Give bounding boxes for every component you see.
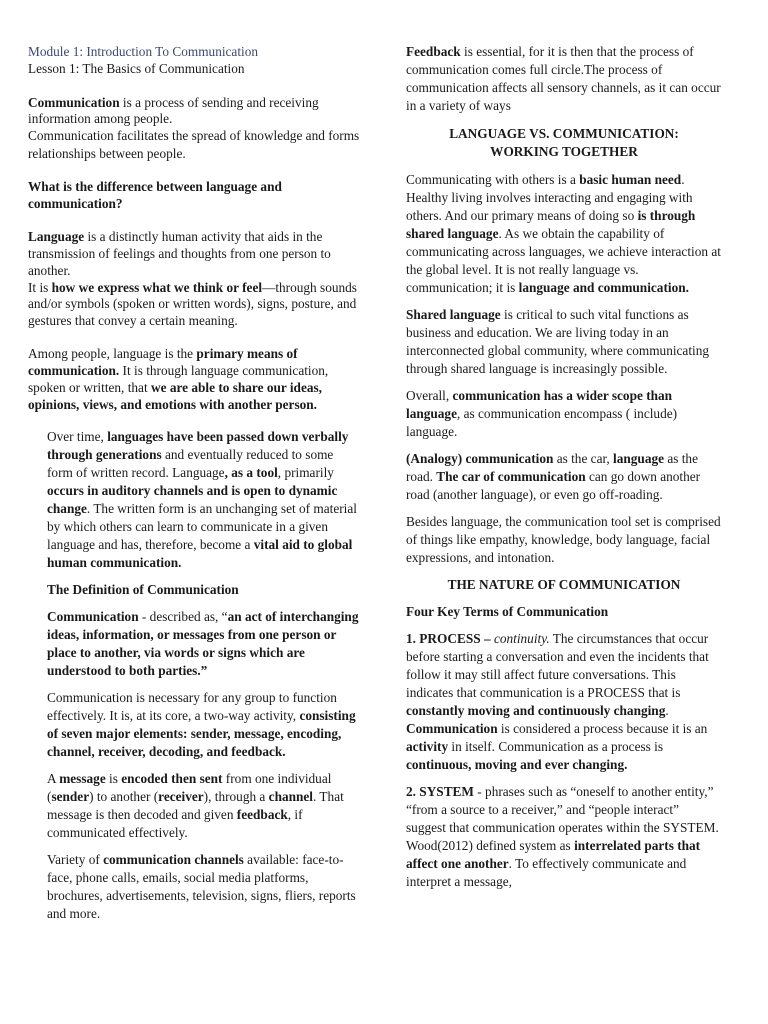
- system-paragraph: 2. SYSTEM - phrases such as “oneself to another entity,” “from a source to a receiver,” and “people interact” suggest that communication operates within the SYSTEM. Wood(2012) defined system as interrelated parts that affect one another. To effectively communicate and interpret a message,: [406, 784, 719, 889]
- left-column: [47, 428, 359, 923]
- comm-definition-line1: Communication is a process of sending and receiving: [28, 95, 319, 110]
- language-definition-line1: Language is a distinctly human activity that aids in the: [28, 229, 323, 244]
- module-title: Module 1: Introduction To Communication: [28, 44, 259, 59]
- question-heading-line1: What is the difference between language and: [28, 179, 282, 194]
- over-time-paragraph: Over time, languages have been passed down verbally through generations and eventually reduced to some form of written record. Language, as a tool, primarily occurs in auditory channels and is open to dynamic change. The written form is an unchanging set of material by which others can learn to communicate in a given language and has, therefore, become a vital aid to global human communication.: [47, 429, 357, 570]
- express-line3: gestures that convey a certain meaning.: [28, 313, 238, 328]
- lesson-title: Lesson 1: The Basics of Communication: [28, 61, 245, 76]
- among-line2: communication. It is through language communication,: [28, 363, 329, 378]
- channels-paragraph: Variety of communication channels available: face-to-face, phone calls, emails, social media platforms, brochures, advertisements, television, signs, fliers, reports and more.: [47, 852, 356, 921]
- express-line1: It is how we express what we think or feel—through sounds: [28, 280, 357, 295]
- facilitates-line1: Communication facilitates the spread of knowledge and forms: [28, 128, 360, 143]
- definition-paragraph: Communication - described as, “an act of interchanging ideas, information, or messages from one person or place to another, via words or signs which are understood to both parties.”: [47, 609, 359, 678]
- analogy-paragraph: (Analogy) communication as the car, language as the road. The car of communication can go down another road (another language), or even go off-roading.: [406, 451, 701, 502]
- among-line3: spoken or written, that we are able to share our ideas,: [28, 380, 322, 395]
- message-paragraph: A message is encoded then sent from one individual (sender) to another (receiver), through a channel. That message is then decoded and given feedback, if communicated effectively.: [47, 771, 344, 840]
- among-line1: Among people, language is the primary means of: [28, 346, 298, 361]
- shared-language-paragraph: Shared language is critical to such vital functions as business and education. We are living today in an interconnected global community, where communicating through shared language is increasingly possible.: [406, 307, 710, 376]
- among-line4: opinions, views, and emotions with another person.: [28, 397, 318, 412]
- language-definition-line2: transmission of feelings and thoughts from one person to: [28, 246, 331, 261]
- facilitates-line2: relationships between people.: [28, 146, 186, 161]
- language-vs-communication-heading: LANGUAGE VS. COMMUNICATION: WORKING TOGETHER: [449, 126, 679, 159]
- express-line2: and/or symbols (spoken or written words), signs, posture, and: [28, 296, 357, 311]
- besides-paragraph: Besides language, the communication tool set is comprised of things like empathy, knowledge, body language, facial expressions, and intonation.: [406, 514, 721, 565]
- overall-paragraph: Overall, communication has a wider scope than language, as communication encompass ( include) language.: [406, 388, 678, 439]
- four-key-terms-heading: Four Key Terms of Communication: [406, 604, 609, 619]
- right-column: [406, 43, 722, 891]
- basic-need-paragraph: Communicating with others is a basic human need. Healthy living involves interacting and engaging with others. And our primary means of doing so is through shared language. As we obtain the capability of communicating across languages, we achieve interaction at the global level. It is not really language vs. communication; it is language and communication.: [406, 172, 721, 295]
- process-paragraph: 1. PROCESS – continuity. The circumstances that occur before starting a conversation and even the incidents that follow it may still affect future conversations. This indicates that communication is a PROCESS that is constantly moving and continuously changing. Communication is considered a process because it is an activity in itself. Communication as a process is continuous, moving and ever changing.: [406, 631, 709, 772]
- question-heading-line2: communication?: [28, 196, 123, 211]
- nature-heading: THE NATURE OF COMMUNICATION: [447, 577, 681, 592]
- language-definition-line3: another.: [28, 263, 71, 278]
- feedback-paragraph: Feedback is essential, for it is then that the process of communication comes full circle.The process of communication affects all sensory channels, as it can occur in a variety of ways: [406, 44, 721, 113]
- definition-heading: The Definition of Communication: [47, 582, 239, 597]
- necessary-paragraph: Communication is necessary for any group to function effectively. It is, at its core, a two-way activity, consisting of seven major elements: sender, message, encoding, channel, receiver, decoding, and feedback.: [47, 690, 356, 759]
- comm-definition-line2: information among people.: [28, 111, 173, 126]
